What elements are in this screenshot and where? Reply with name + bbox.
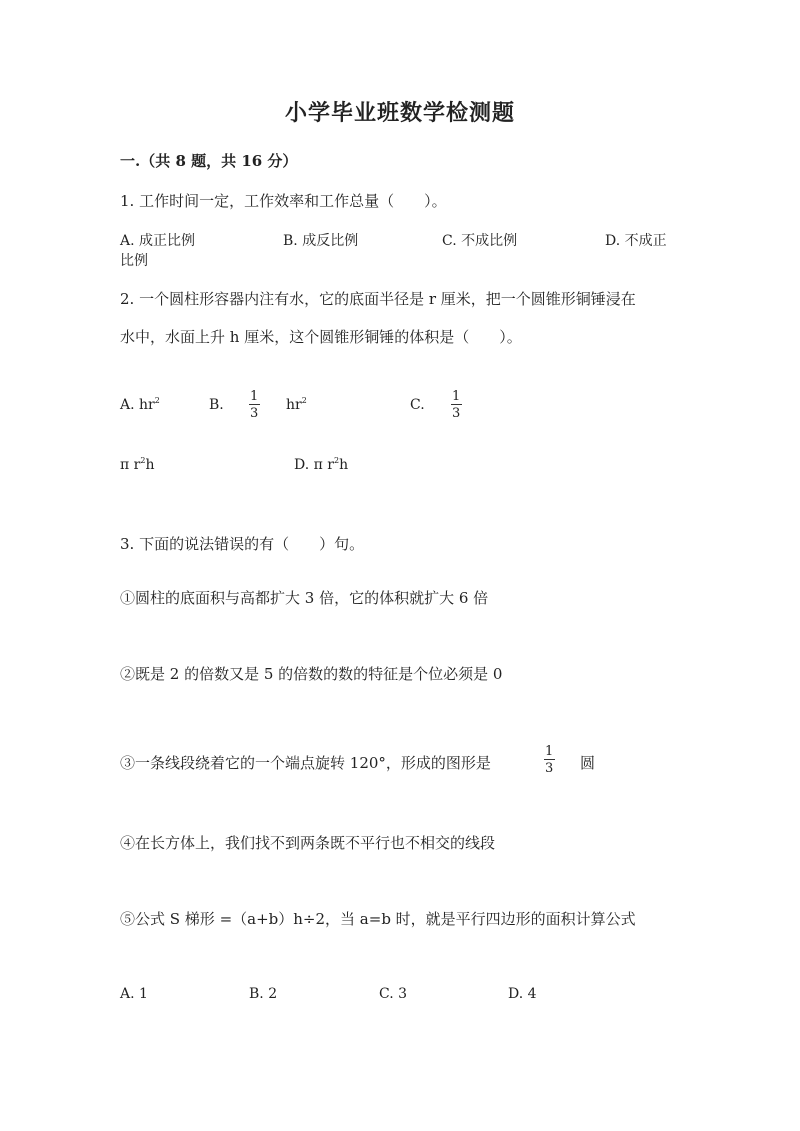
question-2-option-a: A. $hr^2$ <box>120 396 160 413</box>
question-3-option-c: C. 3 <box>379 986 408 1002</box>
page-title: 小学毕业班数学检测题 <box>284 100 515 126</box>
question-3-statement-5: ⑤公式 S 梯形 =（a+b）h÷2，当 a=b 时，就是平行四边形的面积计算公式 <box>120 910 636 928</box>
question-1-stem: 1. 工作时间一定，工作效率和工作总量（ ）。 <box>120 192 447 210</box>
question-3-statement-3-fraction: 1 3 <box>545 744 554 776</box>
question-3-option-a: A. 1 <box>120 986 148 1002</box>
section-heading: 一.（共 8 题，共 16 分） <box>120 152 298 170</box>
question-3-statement-3-end: 圆 <box>580 754 596 772</box>
question-1-option-a: A. 成正比例 <box>120 233 196 249</box>
question-3-statement-3: ③一条线段绕着它的一个端点旋转 120°，形成的图形是 <box>120 754 491 772</box>
question-2-option-b-fraction: 1 3 <box>250 389 259 421</box>
question-1-option-b: B. 成反比例 <box>283 233 359 249</box>
question-1-option-d: D. 不成正 <box>605 233 667 249</box>
question-2-stem-line1: 2. 一个圆柱形容器内注有水，它的底面半径是 r 厘米，把一个圆锥形铜锤浸在 <box>120 290 636 308</box>
question-3-option-b: B. 2 <box>249 986 278 1002</box>
question-2-option-c-label: C. <box>410 397 425 413</box>
question-1-option-c: C. 不成比例 <box>442 233 518 249</box>
question-3-option-d: D. 4 <box>508 986 537 1002</box>
question-2-option-b-label: B. <box>209 397 224 413</box>
question-2-option-d: D. π $r^2h$ <box>294 456 349 473</box>
question-1-option-d-wrap: 比例 <box>120 253 148 269</box>
question-2-option-b-text: $hr^2$ <box>286 396 307 413</box>
question-3-statement-4: ④在长方体上，我们找不到两条既不平行也不相交的线段 <box>120 834 496 852</box>
question-3-statement-1: ①圆柱的底面积与高都扩大 3 倍，它的体积就扩大 6 倍 <box>120 589 489 607</box>
question-2-stem-line2: 水中，水面上升 h 厘米，这个圆锥形铜锤的体积是（ ）。 <box>120 328 522 346</box>
question-3-stem: 3. 下面的说法错误的有（ ）句。 <box>120 535 365 553</box>
question-2-option-c-fraction: 1 3 <box>452 389 461 421</box>
question-2-option-c-continued: π $r^2h$ <box>120 456 155 473</box>
question-3-statement-2: ②既是 2 的倍数又是 5 的倍数的数的特征是个位必须是 0 <box>120 665 503 683</box>
